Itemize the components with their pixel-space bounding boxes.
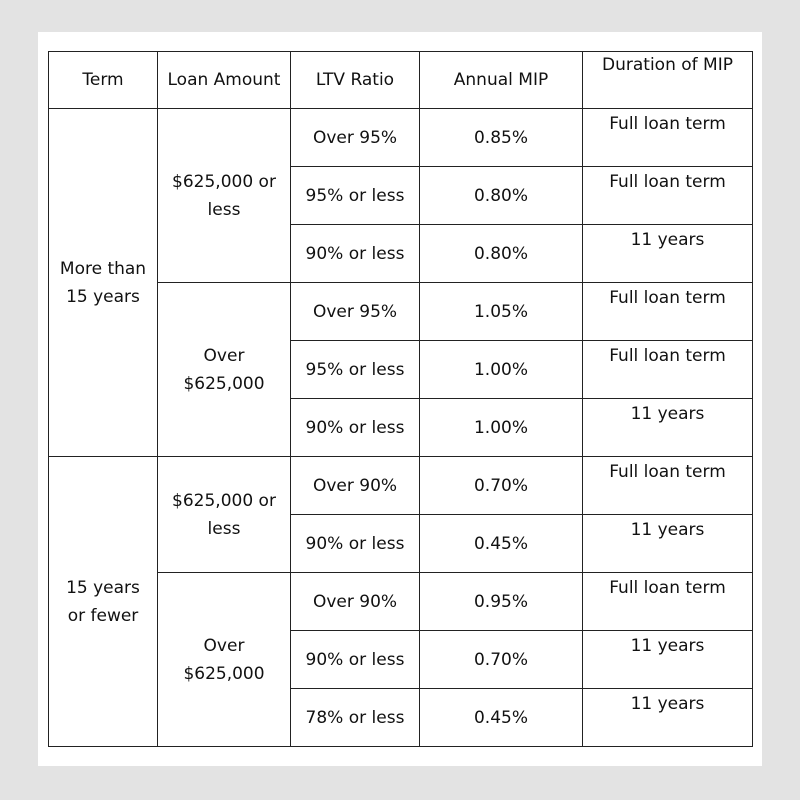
duration-cell: 11 years — [583, 399, 753, 457]
table-row — [49, 457, 753, 515]
duration-cell: 11 years — [583, 631, 753, 689]
loan-amount-label: $625,000 or less — [172, 490, 276, 539]
ltv-cell: 90% or less — [291, 225, 420, 283]
header-loan-amount: Loan Amount — [158, 52, 291, 109]
loan-amount-label: $625,000 or less — [172, 171, 276, 220]
ltv-cell: 90% or less — [291, 631, 420, 689]
table-row — [49, 109, 753, 167]
mip-cell: 1.00% — [420, 341, 583, 399]
mip-cell: 0.95% — [420, 573, 583, 631]
header-annual-mip: Annual MIP — [420, 52, 583, 109]
header-ltv-ratio: LTV Ratio — [291, 52, 420, 109]
mip-cell: 1.00% — [420, 399, 583, 457]
header-duration: Duration of MIP — [583, 52, 753, 109]
ltv-cell: Over 90% — [291, 457, 420, 515]
loan-amount-label: Over $625,000 — [183, 345, 265, 394]
duration-cell: Full loan term — [583, 167, 753, 225]
mip-cell: 0.85% — [420, 109, 583, 167]
loan-amount-cell — [158, 109, 291, 283]
term-label: 15 years or fewer — [66, 577, 140, 626]
ltv-cell: 90% or less — [291, 515, 420, 573]
ltv-cell: Over 90% — [291, 573, 420, 631]
term-cell — [49, 109, 158, 457]
duration-cell: 11 years — [583, 515, 753, 573]
mip-cell: 1.05% — [420, 283, 583, 341]
ltv-cell: 90% or less — [291, 399, 420, 457]
duration-cell: Full loan term — [583, 341, 753, 399]
loan-amount-cell — [158, 573, 291, 747]
duration-cell: Full loan term — [583, 109, 753, 167]
ltv-cell: 78% or less — [291, 689, 420, 747]
duration-cell: Full loan term — [583, 283, 753, 341]
mip-cell: 0.45% — [420, 515, 583, 573]
header-row — [49, 52, 753, 109]
ltv-cell: 95% or less — [291, 167, 420, 225]
mip-cell: 0.80% — [420, 167, 583, 225]
loan-amount-label: Over $625,000 — [183, 635, 265, 684]
mip-cell: 0.45% — [420, 689, 583, 747]
ltv-cell: 95% or less — [291, 341, 420, 399]
duration-cell: Full loan term — [583, 573, 753, 631]
loan-amount-cell — [158, 457, 291, 573]
ltv-cell: Over 95% — [291, 109, 420, 167]
ltv-cell: Over 95% — [291, 283, 420, 341]
term-label: More than 15 years — [59, 258, 147, 307]
duration-cell: Full loan term — [583, 457, 753, 515]
table-body — [49, 109, 753, 747]
duration-cell: 11 years — [583, 689, 753, 747]
mip-cell: 0.80% — [420, 225, 583, 283]
loan-amount-cell — [158, 283, 291, 457]
mip-cell: 0.70% — [420, 631, 583, 689]
table-card — [38, 32, 762, 766]
mip-cell: 0.70% — [420, 457, 583, 515]
term-cell — [49, 457, 158, 747]
duration-cell: 11 years — [583, 225, 753, 283]
mip-table — [48, 51, 753, 747]
header-term: Term — [49, 52, 158, 109]
